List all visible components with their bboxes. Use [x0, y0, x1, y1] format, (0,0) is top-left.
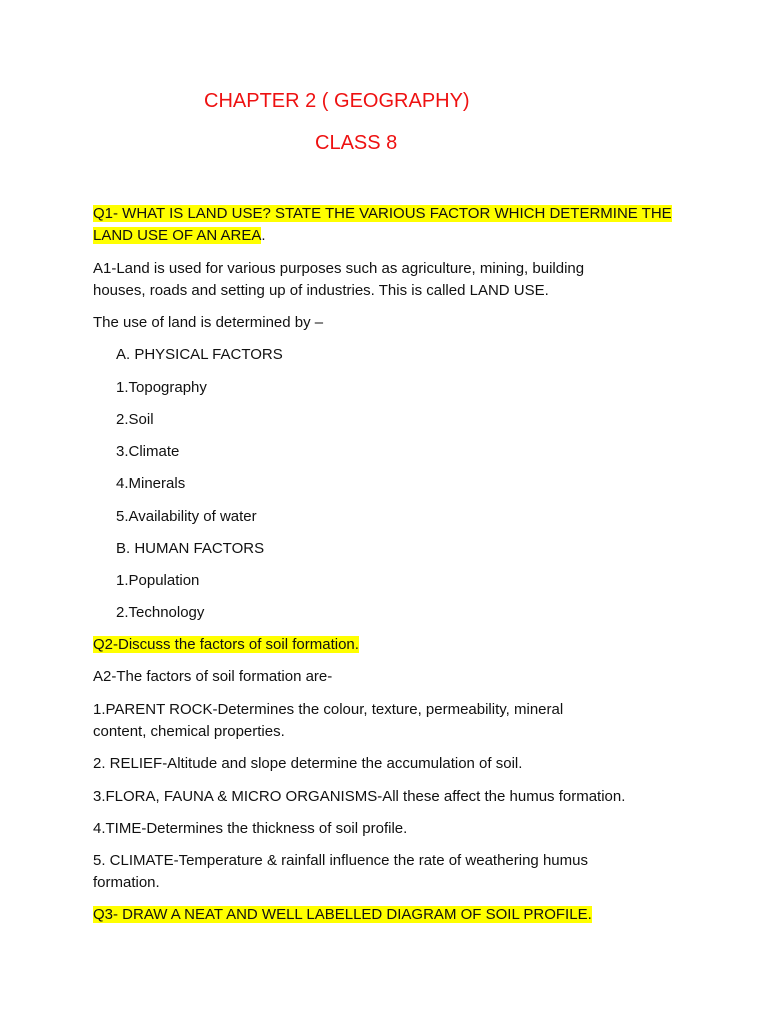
- question-1-period: .: [261, 227, 266, 244]
- answer-2-point-1-line-2: content, chemical properties.: [93, 723, 285, 740]
- physical-factors-heading: A. PHYSICAL FACTORS: [116, 346, 283, 363]
- list-item: 2.Technology: [116, 604, 205, 621]
- chapter-title: CHAPTER 2 ( GEOGRAPHY): [204, 90, 470, 112]
- answer-1-line-1: A1-Land is used for various purposes such as agriculture, mining, building: [93, 260, 585, 277]
- question-1-highlight: Q1- WHAT IS LAND USE? STATE THE VARIOUS FACTOR WHICH DETERMINE THE: [93, 205, 672, 222]
- question-3-highlight: Q3- DRAW A NEAT AND WELL LABELLED DIAGRAM OF SOIL PROFILE.: [93, 906, 592, 923]
- answer-2-intro: A2-The factors of soil formation are-: [93, 668, 333, 685]
- answer-2-point-1-line-1: 1.PARENT ROCK-Determines the colour, texture, permeability, mineral: [93, 701, 564, 718]
- question-3: [93, 904, 592, 926]
- question-1-line-1: [93, 203, 672, 225]
- question-2: [93, 634, 359, 656]
- list-item: 5.Availability of water: [116, 508, 257, 525]
- question-1-highlight: LAND USE OF AN AREA: [93, 227, 262, 244]
- answer-1-intro: The use of land is determined by –: [93, 314, 324, 331]
- list-item: 1.Topography: [116, 379, 207, 396]
- answer-2-point-2: 2. RELIEF-Altitude and slope determine the accumulation of soil.: [93, 755, 523, 772]
- answer-2-point-3: 3.FLORA, FAUNA & MICRO ORGANISMS-All these affect the humus formation.: [93, 788, 626, 805]
- human-factors-heading: B. HUMAN FACTORS: [116, 540, 265, 557]
- list-item: 1.Population: [116, 572, 200, 589]
- answer-1-line-2: houses, roads and setting up of industries. This is called LAND USE.: [93, 282, 549, 299]
- question-1-line-2: [93, 225, 266, 247]
- answer-2-point-5-line-1: 5. CLIMATE-Temperature & rainfall influence the rate of weathering humus: [93, 852, 588, 869]
- answer-2-point-4: 4.TIME-Determines the thickness of soil profile.: [93, 820, 408, 837]
- list-item: 4.Minerals: [116, 475, 186, 492]
- class-title: CLASS 8: [315, 132, 398, 154]
- question-2-highlight: Q2-Discuss the factors of soil formation.: [93, 636, 359, 653]
- list-item: 2.Soil: [116, 411, 154, 428]
- answer-2-point-5-line-2: formation.: [93, 874, 160, 891]
- list-item: 3.Climate: [116, 443, 180, 460]
